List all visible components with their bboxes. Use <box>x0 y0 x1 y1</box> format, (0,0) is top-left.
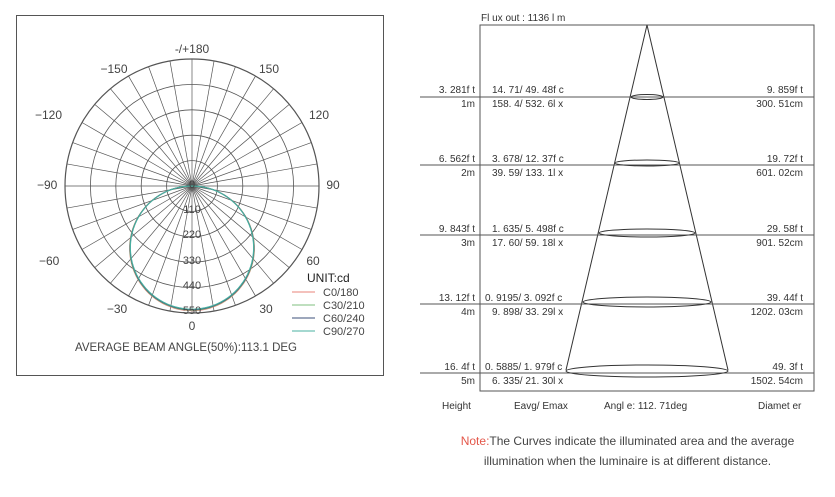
angle-label-150: 150 <box>258 62 280 76</box>
footer-angle: Angl e: 112. 71deg <box>604 401 688 412</box>
diameter-ft: 49. 3f t <box>772 362 803 373</box>
illuminance-lux: 158. 4/ 532. 6l x <box>492 99 564 110</box>
beam-angle-text: AVERAGE BEAM ANGLE(50%):113.1 DEG <box>75 342 297 354</box>
cone-row-3m <box>420 224 814 249</box>
illuminance-fc: 3. 678/ 12. 37f c <box>492 154 564 165</box>
illuminance-lux: 6. 335/ 21. 30l x <box>492 376 564 387</box>
angle-label-0: 0 <box>188 319 196 333</box>
diameter-ft: 39. 44f t <box>766 293 803 304</box>
cone-frame <box>480 25 814 391</box>
diameter-ft: 9. 859f t <box>766 85 803 96</box>
height-meters: 1m <box>461 99 475 110</box>
angle-label-120: 120 <box>308 108 330 122</box>
height-feet: 9. 843f t <box>438 224 475 235</box>
angle-label-neg30: −30 <box>106 302 128 316</box>
height-feet: 13. 12f t <box>438 293 475 304</box>
note-label: Note: <box>460 434 490 448</box>
angle-label-neg60: −60 <box>39 254 60 268</box>
unit-label: UNIT:cd <box>307 271 350 285</box>
angle-label-neg120: −120 <box>35 108 63 122</box>
footer-height: Height <box>442 401 471 412</box>
radial-value-220: 220 <box>182 229 202 241</box>
cone-row-2m <box>420 154 814 179</box>
footer-eavg: Eavg/ Emax <box>514 401 568 412</box>
height-meters: 3m <box>461 238 475 249</box>
radial-value-330: 330 <box>182 255 202 267</box>
diameter-cm: 1202. 03cm <box>750 307 803 318</box>
height-meters: 5m <box>461 376 475 387</box>
spot-ellipse <box>566 365 728 377</box>
note <box>430 431 825 471</box>
note-text-1: The Curves indicate the illuminated area and the average <box>489 434 795 448</box>
radial-value-550: 550 <box>182 305 202 317</box>
cone-row-1m <box>420 85 814 110</box>
flux-text: Fl ux out : 1136 l m <box>481 13 566 24</box>
spot-ellipse <box>583 297 711 307</box>
illuminance-fc: 14. 71/ 49. 48f c <box>492 85 564 96</box>
radial-value-110: 110 <box>183 204 201 216</box>
height-feet: 16. 4f t <box>444 362 475 373</box>
diameter-cm: 300. 51cm <box>756 99 803 110</box>
diameter-cm: 601. 02cm <box>756 168 803 179</box>
height-feet: 6. 562f t <box>438 154 475 165</box>
radial-value-0: 0 <box>188 179 196 191</box>
height-meters: 4m <box>461 307 475 318</box>
angle-label-neg150: −150 <box>100 62 128 76</box>
spot-ellipse <box>599 229 695 237</box>
angle-label-90: 90 <box>326 178 340 192</box>
illuminance-lux: 39. 59/ 133. 1l x <box>492 168 564 179</box>
angle-label-60: 60 <box>306 254 320 268</box>
height-feet: 3. 281f t <box>438 85 475 96</box>
cone-left-edge <box>566 25 647 370</box>
illuminance-fc: 0. 9195/ 3. 092f c <box>485 293 563 304</box>
legend-label-c30: C30/210 <box>323 300 365 312</box>
diameter-ft: 29. 58f t <box>766 224 803 235</box>
illuminance-fc: 0. 5885/ 1. 979f c <box>485 362 563 373</box>
note-line-2: illumination when the luminaire is at different distance. <box>483 454 772 468</box>
legend-label-c0: C0/180 <box>323 287 359 299</box>
cone-row-5m <box>420 362 814 387</box>
cone-row-4m <box>420 293 814 318</box>
legend-label-c60: C60/240 <box>323 313 365 325</box>
radial-value-440: 440 <box>182 280 202 292</box>
illuminance-lux: 17. 60/ 59. 18l x <box>492 238 564 249</box>
diameter-ft: 19. 72f t <box>766 154 803 165</box>
angle-label-neg90: −90 <box>37 178 58 192</box>
angle-label-30: 30 <box>259 302 273 316</box>
height-meters: 2m <box>461 168 475 179</box>
cone-right-edge <box>647 25 728 370</box>
angle-label-180: -/+180 <box>174 42 210 56</box>
diameter-cm: 901. 52cm <box>756 238 803 249</box>
legend-label-c90: C90/270 <box>323 326 365 338</box>
illuminance-lux: 9. 898/ 33. 29l x <box>492 307 564 318</box>
note-line-1 <box>430 431 825 451</box>
footer-diameter: Diamet er <box>758 401 802 412</box>
diameter-cm: 1502. 54cm <box>750 376 803 387</box>
illuminance-fc: 1. 635/ 5. 498f c <box>492 224 564 235</box>
